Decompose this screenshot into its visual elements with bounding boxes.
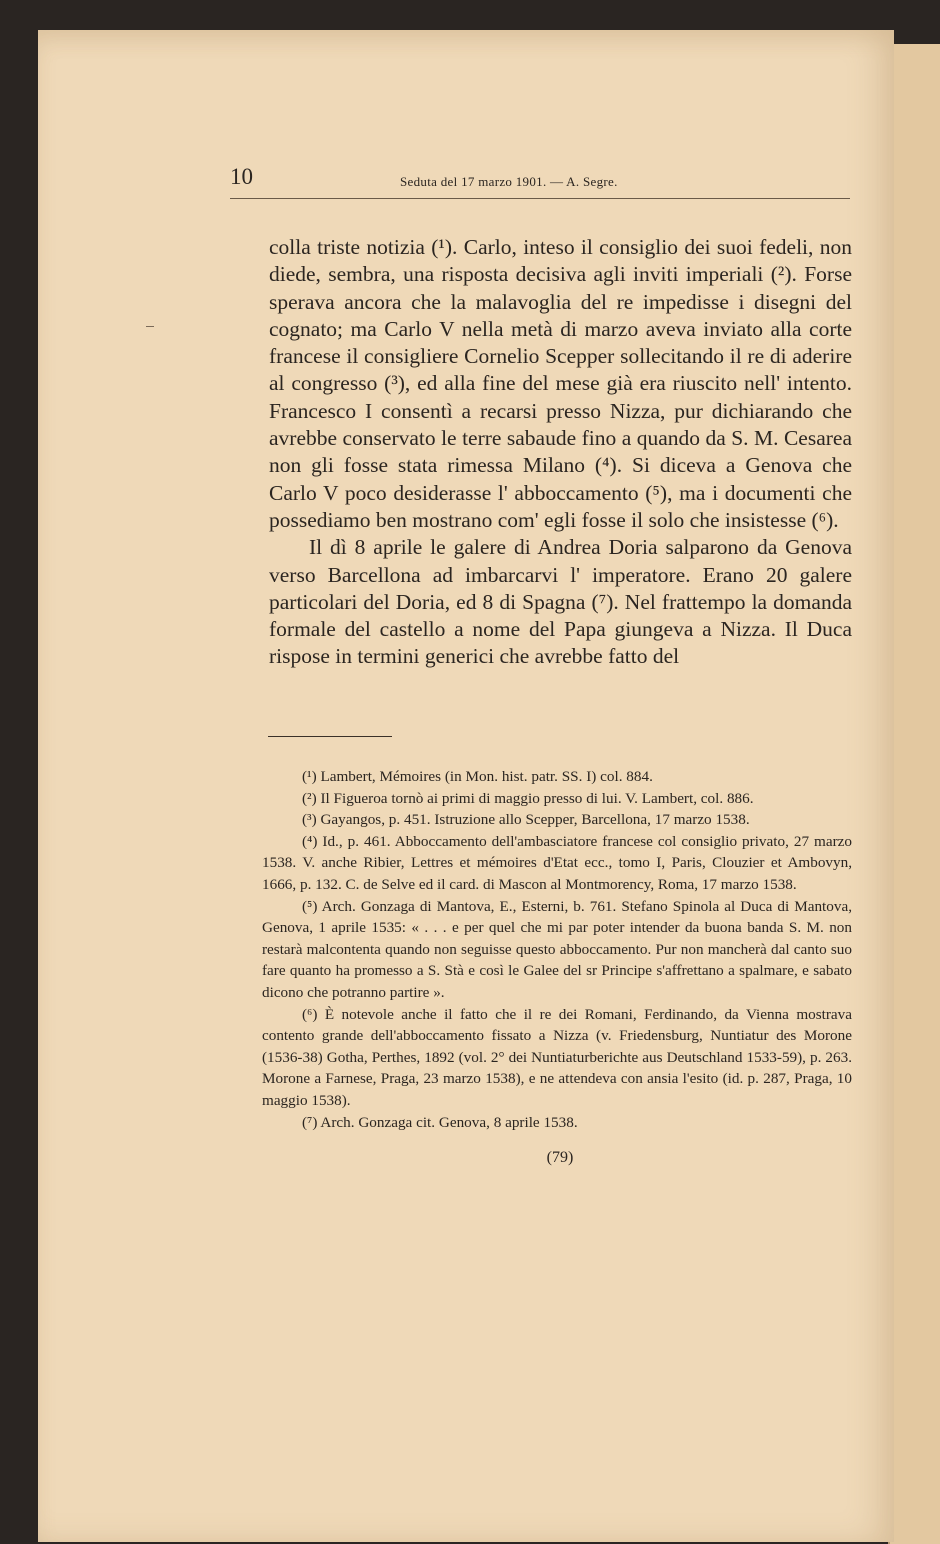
running-head: Seduta del 17 marzo 1901. — A. Segre. [400, 174, 618, 189]
page-header [230, 160, 850, 200]
header-rule [230, 198, 850, 199]
footnote-2: (²) Il Figueroa tornò ai primi di maggio presso di lui. V. Lambert, col. 886. [302, 789, 754, 807]
folio-number: (79) [546, 1149, 574, 1166]
footnote-5: (⁵) Arch. Gonzaga di Mantova, E., Esterni, b. 761. Stefano Spinola al Duca di Mantova, Genova, 1 aprile 1535: « . . . e per quel che mi par poter intender da buona banda S. M. non restarà malcontenta quando non seguisse questo abboccamento. Pur non mancherà dal canto suo fare quanto ha promesso a S. Stà e così le Galee del sr Principe s'affrettano a spalmare, e sabato dicono che potranno partire ». [262, 897, 852, 1001]
footnote-3: (³) Gayangos, p. 451. Istruzione allo Scepper, Barcellona, 17 marzo 1538. [302, 811, 750, 829]
paragraph-1: colla triste notizia (¹). Carlo, inteso il consiglio dei suoi fedeli, non diede, sembra, una risposta decisiva agli inviti imperiali (²). Forse sperava ancora che la malavoglia del re impedisse i disegni del cognato; ma Carlo V nella metà di marzo aveva inviato alla corte francese il consigliere Cornelio Scepper sollecitando il re di aderire al congresso (³), ed alla fine del mese già era riuscito nell' intento. Francesco I consentì a recarsi presso Nizza, pur dichiarando che avrebbe conservato le terre sabaude fino a quando da S. M. Cesarea non gli fosse stata rimessa Milano (⁴). Si diceva a Genova che Carlo V poco desiderasse l' abboccamento (⁵), ma i documenti che possediamo ben mostrano com' egli fosse il solo che insistesse (⁶). [269, 235, 852, 532]
footnote-1: (¹) Lambert, Mémoires (in Mon. hist. patr. SS. I) col. 884. [302, 768, 653, 785]
footnote-rule [268, 736, 392, 737]
page-number: 10 [230, 164, 253, 189]
footnote-4: (⁴) Id., p. 461. Abboccamento dell'ambasciatore francese col consiglio privato, 27 marzo 1538. V. anche Ribier, Lettres et mémoires d'Etat ecc., tomo I, Paris, Clouzier et Ambovyn, 1666, p. 132. C. de Selve ed il card. di Mascon al Montmorency, Roma, 17 marzo 1538. [262, 832, 852, 893]
body-text [269, 234, 852, 671]
adjacent-page-edge [888, 44, 940, 1544]
paragraph-2: Il dì 8 aprile le galere di Andrea Doria salparono da Genova verso Barcellona ad imbarcarvi l' imperatore. Erano 20 galere particolari del Doria, ed 8 di Spagna (⁷). Nel frattempo la domanda formale del castello a nome del Papa giungeva a Nizza. Il Duca rispose in termini generici che avrebbe fatto del [269, 535, 852, 669]
footnotes [262, 766, 852, 1133]
footnote-6: (⁶) È notevole anche il fatto che il re dei Romani, Ferdinando, da Vienna mostrava contento grande dell'abboccamento fissato a Nizza (v. Friedensburg, Nuntiatur des Morone (1536-38) Gotha, Perthes, 1892 (vol. 2° dei Nuntiaturberichte aus Deutschland 1533-59), p. 263. Morone a Farnese, Praga, 23 marzo 1538), e ne attendeva con ansia l'esito (id. p. 287, Praga, 10 maggio 1538). [262, 1005, 852, 1109]
margin-mark [146, 326, 154, 327]
footnote-7: (⁷) Arch. Gonzaga cit. Genova, 8 aprile 1538. [302, 1113, 578, 1131]
